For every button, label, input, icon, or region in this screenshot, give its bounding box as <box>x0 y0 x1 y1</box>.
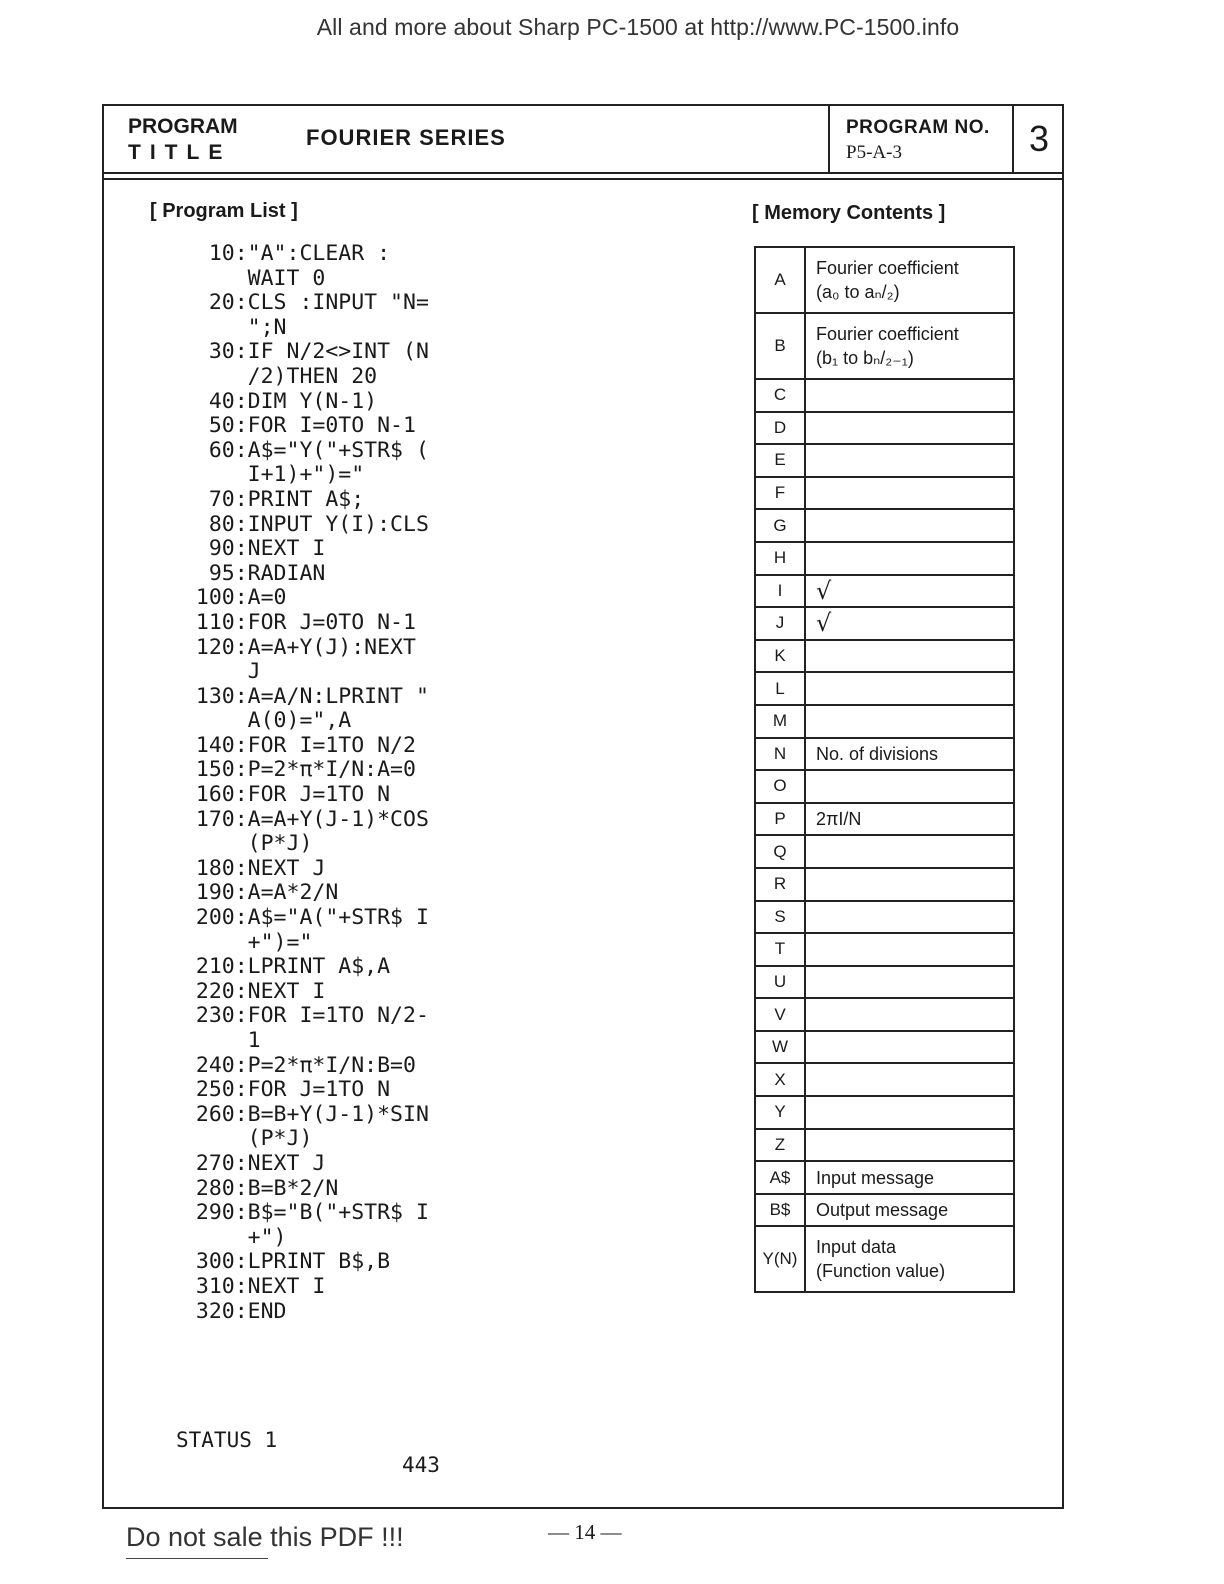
memory-description: √ <box>805 575 1014 608</box>
memory-variable: S <box>755 901 805 934</box>
memory-variable: D <box>755 412 805 445</box>
memory-row <box>755 770 1014 803</box>
memory-variable: J <box>755 607 805 640</box>
program-number-box <box>828 106 1014 172</box>
memory-description <box>805 509 1014 542</box>
memory-variable: Q <box>755 835 805 868</box>
memory-row <box>755 1194 1014 1227</box>
memory-row <box>755 542 1014 575</box>
memory-row <box>755 803 1014 836</box>
status-line: STATUS 1 <box>176 1428 278 1452</box>
memory-variable: B$ <box>755 1194 805 1227</box>
program-code: 10:"A":CLEAR : WAIT 0 20:CLS :INPUT "N= ";N 30:IF N/2<>INT (N /2)THEN 20 40:DIM Y(N-1) 50:FOR I=0TO N-1 60:A$="Y("+STR$ ( I+1)+")=" 70:PRINT A$; 80:INPUT Y(I):CLS 90:NEXT I 95:RADIAN 100:A=0 110:FOR J=0TO N-1 120:A=A+Y(J):NEXT J 130:A=A/N:LPRINT " A(0)=",A 140:FOR I=1TO N/2 150:P=2*π*I/N:A=0 160:FOR J=1TO N 170:A=A+Y(J-1)*COS (P*J) 180:NEXT J 190:A=A*2/N 200:A$="A("+STR$ I +")=" 210:LPRINT A$,A 220:NEXT I 230:FOR I=1TO N/2- 1 240:P=2*π*I/N:B=0 250:FOR J=1TO N 260:B=B+Y(J-1)*SIN (P*J) 270:NEXT J 280:B=B*2/N 290:B$="B("+STR$ I +") 300:LPRINT B$,B 310:NEXT I 320:END <box>195 241 429 1324</box>
memory-description <box>805 477 1014 510</box>
memory-row <box>755 966 1014 999</box>
memory-row <box>755 672 1014 705</box>
memory-row <box>755 1226 1014 1292</box>
memory-variable: F <box>755 477 805 510</box>
memory-row <box>755 379 1014 412</box>
memory-row <box>755 1063 1014 1096</box>
memory-row <box>755 313 1014 379</box>
memory-table <box>754 246 1015 1293</box>
memory-variable: P <box>755 803 805 836</box>
memory-variable: V <box>755 998 805 1031</box>
memory-description <box>805 705 1014 738</box>
footer-note: Do not sale this PDF !!! <box>126 1522 404 1552</box>
memory-row <box>755 705 1014 738</box>
program-no-label: PROGRAM NO. <box>846 117 990 138</box>
memory-description: 2πI/N <box>805 803 1014 836</box>
memory-description <box>805 998 1014 1031</box>
memory-variable: U <box>755 966 805 999</box>
memory-variable: Y <box>755 1096 805 1129</box>
memory-variable: G <box>755 509 805 542</box>
label-line-1: PROGRAM <box>128 115 238 138</box>
memory-contents-heading: [ Memory Contents ] <box>752 202 946 224</box>
program-no-value: P5-A-3 <box>846 142 902 163</box>
memory-row <box>755 607 1014 640</box>
memory-variable: B <box>755 313 805 379</box>
memory-row <box>755 998 1014 1031</box>
memory-description: No. of divisions <box>805 738 1014 771</box>
memory-row <box>755 477 1014 510</box>
memory-description <box>805 933 1014 966</box>
memory-description <box>805 412 1014 445</box>
memory-row <box>755 640 1014 673</box>
memory-row <box>755 444 1014 477</box>
memory-description: Fourier coefficient (a₀ to aₙ/₂) <box>805 247 1014 313</box>
header-note: All and more about Sharp PC-1500 at http://www.PC-1500.info <box>316 14 960 40</box>
program-list-heading: [ Program List ] <box>150 200 298 222</box>
memory-description: Output message <box>805 1194 1014 1227</box>
memory-row <box>755 933 1014 966</box>
memory-description <box>805 672 1014 705</box>
label-line-2: TITLE <box>128 141 232 164</box>
memory-description <box>805 542 1014 575</box>
memory-variable: E <box>755 444 805 477</box>
footer-underline <box>126 1558 268 1559</box>
program-sheet <box>102 104 1064 1509</box>
memory-variable: R <box>755 868 805 901</box>
memory-variable: Y(N) <box>755 1226 805 1292</box>
memory-row <box>755 412 1014 445</box>
memory-description <box>805 1129 1014 1162</box>
sheet-number: 3 <box>1012 106 1064 172</box>
program-title: FOURIER SERIES <box>306 125 506 150</box>
memory-variable: K <box>755 640 805 673</box>
memory-description <box>805 640 1014 673</box>
memory-description <box>805 1063 1014 1096</box>
memory-description: √ <box>805 607 1014 640</box>
memory-variable: A$ <box>755 1161 805 1194</box>
memory-variable: W <box>755 1031 805 1064</box>
program-title-label <box>128 114 238 166</box>
memory-description <box>805 966 1014 999</box>
memory-description <box>805 444 1014 477</box>
memory-row <box>755 1161 1014 1194</box>
memory-row <box>755 1129 1014 1162</box>
memory-description <box>805 770 1014 803</box>
memory-description: Input data (Function value) <box>805 1226 1014 1292</box>
memory-description <box>805 1096 1014 1129</box>
memory-variable: M <box>755 705 805 738</box>
memory-variable: A <box>755 247 805 313</box>
memory-row <box>755 575 1014 608</box>
page-number: — 14 — <box>548 1520 622 1544</box>
memory-description <box>805 901 1014 934</box>
memory-variable: H <box>755 542 805 575</box>
memory-row <box>755 1096 1014 1129</box>
memory-row <box>755 738 1014 771</box>
memory-description: Input message <box>805 1161 1014 1194</box>
memory-row <box>755 247 1014 313</box>
memory-description <box>805 379 1014 412</box>
memory-variable: L <box>755 672 805 705</box>
memory-variable: I <box>755 575 805 608</box>
divider <box>104 178 1062 180</box>
memory-description <box>805 835 1014 868</box>
title-block <box>104 106 1062 174</box>
memory-description <box>805 1031 1014 1064</box>
memory-row <box>755 509 1014 542</box>
memory-variable: N <box>755 738 805 771</box>
memory-variable: C <box>755 379 805 412</box>
memory-row <box>755 1031 1014 1064</box>
memory-variable: T <box>755 933 805 966</box>
memory-description: Fourier coefficient (b₁ to bₙ/₂₋₁) <box>805 313 1014 379</box>
memory-row <box>755 868 1014 901</box>
memory-variable: X <box>755 1063 805 1096</box>
memory-variable: Z <box>755 1129 805 1162</box>
step-count: 443 <box>402 1453 440 1477</box>
memory-variable: O <box>755 770 805 803</box>
memory-description <box>805 868 1014 901</box>
memory-row <box>755 901 1014 934</box>
memory-row <box>755 835 1014 868</box>
